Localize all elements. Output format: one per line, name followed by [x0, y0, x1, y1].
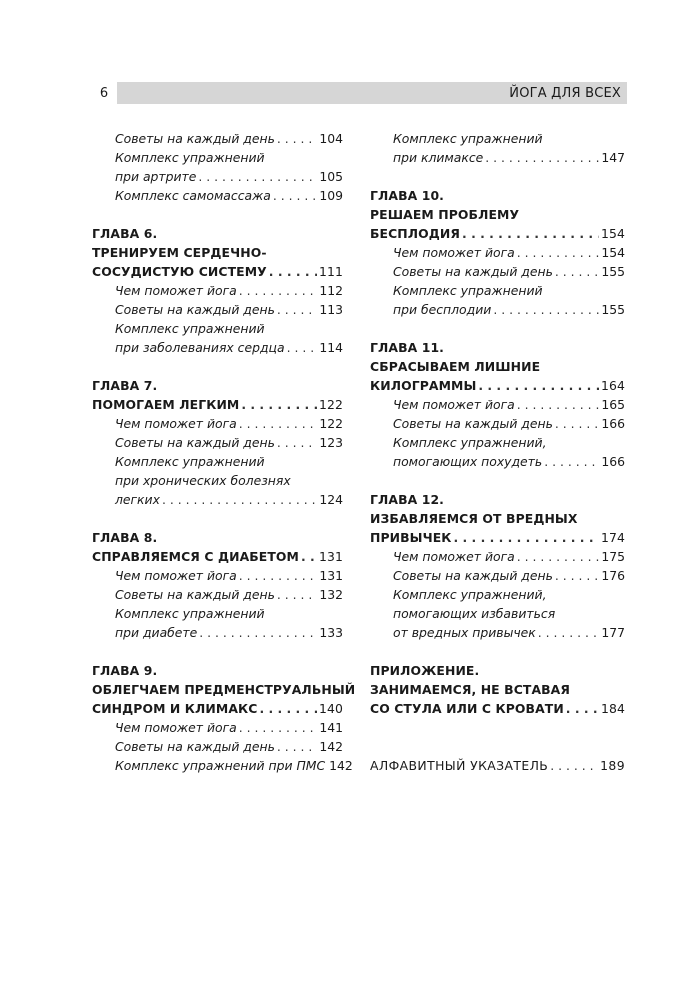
- chapter-title[interactable]: БЕСПЛОДИЯ . . . 154: [370, 224, 625, 243]
- appendix-title[interactable]: СО СТУЛА ИЛИ С КРОВАТИ . . . 184: [370, 699, 625, 718]
- chapter-title[interactable]: КИЛОГРАММЫ . . . 164: [370, 376, 625, 395]
- toc-entry[interactable]: Советы на каждый день . . . 132: [92, 585, 343, 604]
- toc-column-left: [92, 129, 356, 775]
- chapter-title[interactable]: ИЗБАВЛЯЕМСЯ ОТ ВРЕДНЫХ: [370, 511, 578, 526]
- chapter-title[interactable]: ПОМОГАЕМ ЛЕГКИМ . . . 122: [92, 395, 343, 414]
- page-number: 6: [91, 82, 117, 104]
- chapter-label: ГЛАВА 8.: [92, 530, 158, 545]
- chapter-label: ГЛАВА 12.: [370, 492, 444, 507]
- toc-entry[interactable]: от вредных привычек . . . 177: [370, 623, 625, 642]
- toc-entry[interactable]: Советы на каждый день . . . 104: [92, 129, 343, 148]
- toc-entry[interactable]: легких . . . 124: [92, 490, 343, 509]
- toc-entry[interactable]: Советы на каждый день . . . 123: [92, 433, 343, 452]
- chapter-title[interactable]: СБРАСЫВАЕМ ЛИШНИЕ: [370, 359, 541, 374]
- toc-entry[interactable]: помогающих избавиться: [393, 606, 556, 621]
- toc-entry[interactable]: Советы на каждый день . . . 176: [370, 566, 625, 585]
- appendix-title[interactable]: ЗАНИМАЕМСЯ, НЕ ВСТАВАЯ: [370, 682, 571, 697]
- appendix-label: ПРИЛОЖЕНИЕ.: [370, 663, 480, 678]
- chapter-title[interactable]: СОСУДИСТУЮ СИСТЕМУ . . . 111: [92, 262, 343, 281]
- toc-entry[interactable]: Чем поможет йога . . . 165: [370, 395, 625, 414]
- toc-entry[interactable]: Комплекс упражнений,: [393, 587, 547, 602]
- running-header: [91, 82, 627, 104]
- chapter-title[interactable]: ТРЕНИРУЕМ СЕРДЕЧНО-: [92, 245, 267, 260]
- index-entry[interactable]: АЛФАВИТНЫЙ УКАЗАТЕЛЬ . . . 189: [370, 756, 625, 775]
- chapter-label: ГЛАВА 7.: [92, 378, 158, 393]
- toc-entry[interactable]: Комплекс упражнений: [393, 131, 543, 146]
- toc-entry[interactable]: Советы на каждый день . . . 142: [92, 737, 343, 756]
- toc-entry[interactable]: Комплекс упражнений: [115, 150, 265, 165]
- toc-entry[interactable]: Чем поможет йога . . . 154: [370, 243, 625, 262]
- chapter-label: ГЛАВА 10.: [370, 188, 444, 203]
- toc-entry[interactable]: при заболеваниях сердца . . . 114: [92, 338, 343, 357]
- toc-entry[interactable]: помогающих похудеть . . . 166: [370, 452, 625, 471]
- toc-entry[interactable]: Советы на каждый день . . . 155: [370, 262, 625, 281]
- toc-entry[interactable]: Советы на каждый день . . . 113: [92, 300, 343, 319]
- toc-entry[interactable]: Чем поможет йога . . . 141: [92, 718, 343, 737]
- toc-entry[interactable]: при бесплодии . . . 155: [370, 300, 625, 319]
- toc-entry[interactable]: Чем поможет йога . . . 112: [92, 281, 343, 300]
- toc-entry[interactable]: Чем поможет йога . . . 122: [92, 414, 343, 433]
- toc-entry[interactable]: Комплекс упражнений,: [393, 435, 547, 450]
- chapter-label: ГЛАВА 11.: [370, 340, 444, 355]
- toc-entry[interactable]: при артрите . . . 105: [92, 167, 343, 186]
- toc-entry[interactable]: Чем поможет йога . . . 175: [370, 547, 625, 566]
- toc-entry[interactable]: Комплекс упражнений при ПМС 142: [115, 758, 353, 773]
- toc-entry[interactable]: Комплекс упражнений: [115, 606, 265, 621]
- toc-column-right: [370, 129, 625, 775]
- toc-entry[interactable]: при хронических болезнях: [115, 473, 291, 488]
- chapter-title[interactable]: СПРАВЛЯЕМСЯ С ДИАБЕТОМ . . . 131: [92, 547, 343, 566]
- chapter-title[interactable]: РЕШАЕМ ПРОБЛЕМУ: [370, 207, 520, 222]
- chapter-label: ГЛАВА 9.: [92, 663, 158, 678]
- chapter-label: ГЛАВА 6.: [92, 226, 158, 241]
- chapter-title[interactable]: СИНДРОМ И КЛИМАКС . . . 140: [92, 699, 343, 718]
- toc-entry[interactable]: Комплекс упражнений: [393, 283, 543, 298]
- toc-entry[interactable]: при диабете . . . 133: [92, 623, 343, 642]
- toc-entry[interactable]: Чем поможет йога . . . 131: [92, 566, 343, 585]
- toc-entry[interactable]: при климаксе . . . 147: [370, 148, 625, 167]
- chapter-title[interactable]: ОБЛЕГЧАЕМ ПРЕДМЕНСТРУАЛЬНЫЙ: [92, 682, 356, 697]
- toc-entry[interactable]: Комплекс упражнений: [115, 321, 265, 336]
- book-title: ЙОГА ДЛЯ ВСЕХ: [509, 85, 621, 101]
- chapter-title[interactable]: ПРИВЫЧЕК . . . 174: [370, 528, 625, 547]
- toc-entry[interactable]: Советы на каждый день . . . 166: [370, 414, 625, 433]
- toc-entry[interactable]: Комплекс самомассажа . . . 109: [92, 186, 343, 205]
- toc-entry[interactable]: Комплекс упражнений: [115, 454, 265, 469]
